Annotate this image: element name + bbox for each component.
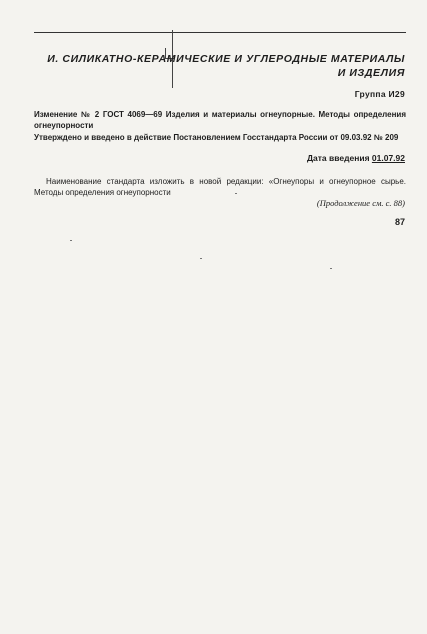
top-rule	[34, 32, 406, 33]
section-title-line-2: И ИЗДЕЛИЯ	[337, 67, 405, 79]
scan-speck	[330, 268, 332, 269]
effective-date-value: 01.07.92	[371, 153, 405, 163]
continued-note: (Продолжение см. с. 88)	[316, 198, 405, 208]
section-title-line-1: И. СИЛИКАТНО-КЕРАМИЧЕСКИЕ И УГЛЕРОДНЫЕ МАТЕРИАЛЫ	[47, 53, 405, 65]
page-number: 87	[394, 217, 405, 227]
effective-date-line	[307, 153, 405, 163]
scan-speck	[70, 240, 72, 241]
scan-speck	[235, 193, 237, 194]
body-paragraph: Наименование стандарта изложить в новой редакции: «Огнеупоры и огнеупорное сырье. Методы определения огнеупорности	[34, 177, 406, 197]
group-label: Группа И29	[354, 89, 405, 99]
amendment-text: Изменение № 2 ГОСТ 4069—69 Изделия и материалы огнеупорные. Методы определения огнеупорности	[34, 110, 406, 130]
section-title	[25, 52, 405, 80]
approval-text: Утверждено и введено в действие Постановлением Госстандарта России от 09.03.92 № 209	[34, 133, 399, 142]
scan-speck	[200, 258, 202, 259]
effective-date-label: Дата введения	[306, 153, 370, 163]
